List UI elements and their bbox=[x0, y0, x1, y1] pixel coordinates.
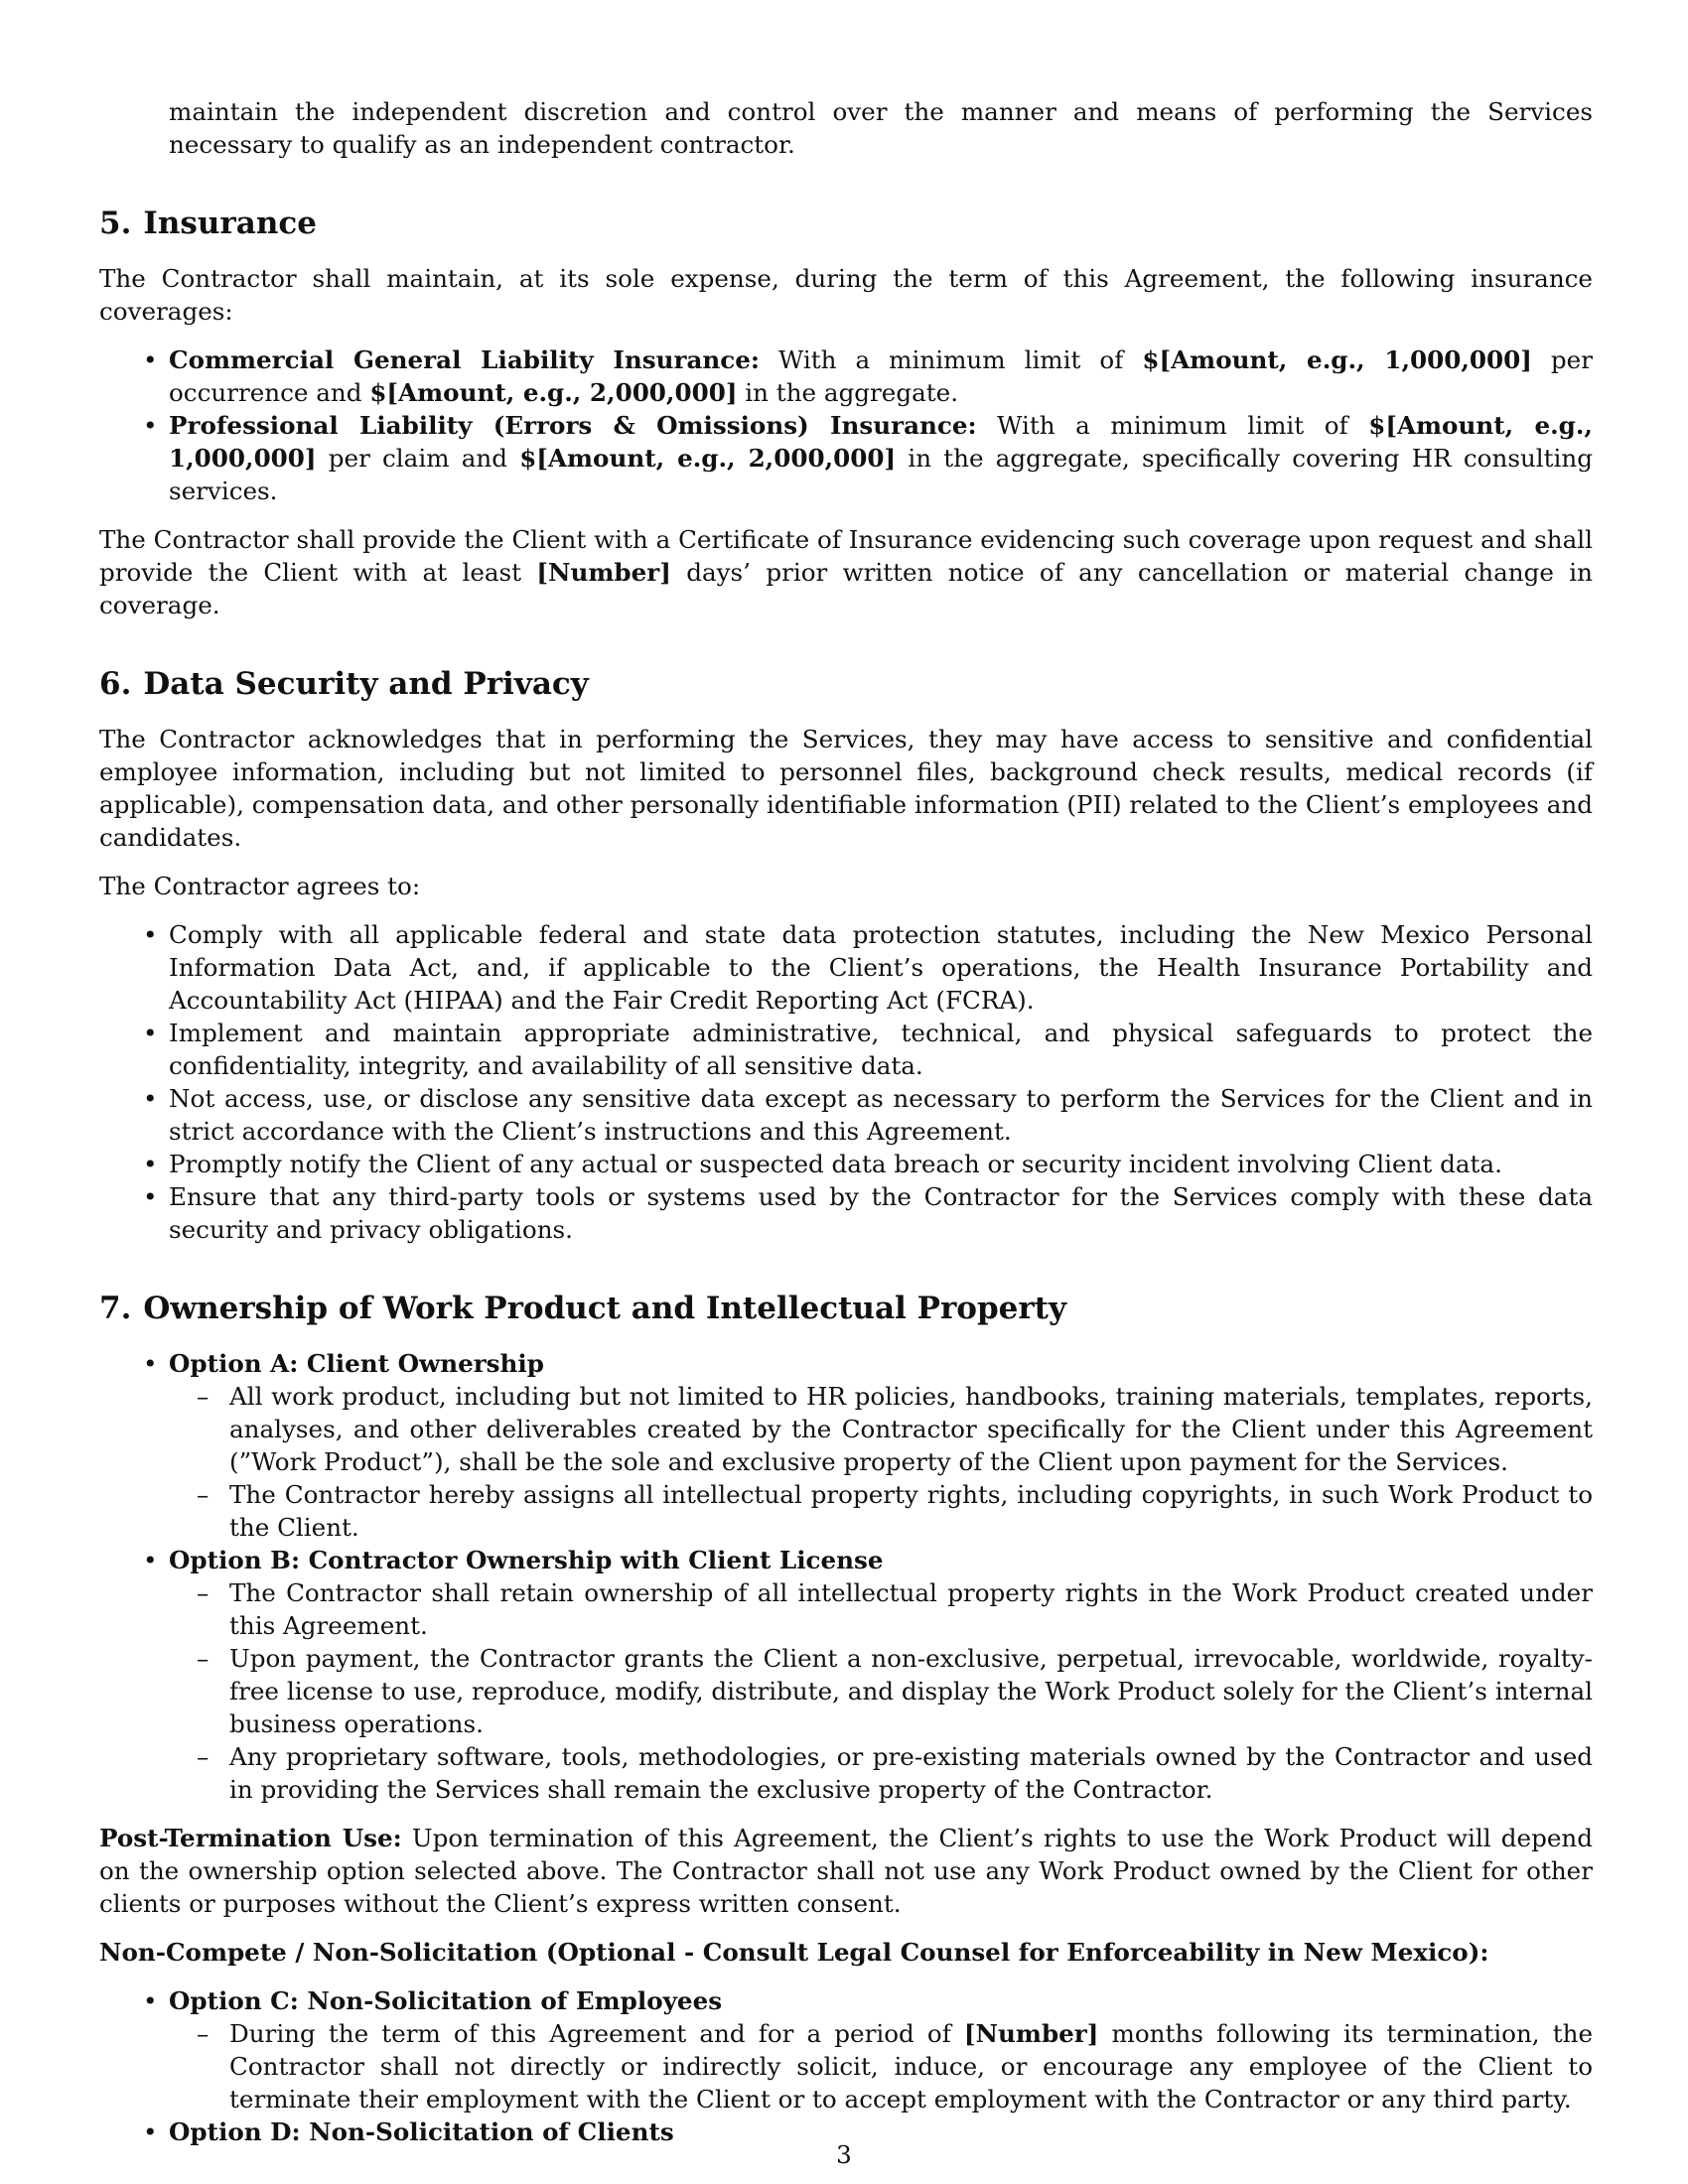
list-item: • Implement and maintain appropriate administrative, technical, and physical safeguards to protect the confidentiality, integrity, and availability of all sensitive data. bbox=[99, 1017, 1593, 1082]
sublist-item: – The Contractor hereby assigns all intellectual property rights, including copyrights, in such Work Product to the Client. bbox=[169, 1478, 1593, 1544]
data-security-list bbox=[99, 918, 1593, 1246]
option-label: Option B: Contractor Ownership with Client License bbox=[169, 1546, 884, 1574]
item-text: in the aggregate. bbox=[737, 378, 959, 407]
continuation-paragraph: maintain the independent discretion and control over the manner and means of performing the Services necessary to qualify as an independent contractor. bbox=[169, 97, 1593, 159]
insurance-closing-paragraph bbox=[99, 523, 1593, 621]
amount-placeholder: $[Amount, e.g., 2,000,000] bbox=[519, 444, 897, 473]
option-label: Option A: Client Ownership bbox=[169, 1349, 544, 1378]
item-text: per claim and bbox=[316, 444, 520, 473]
option-b-sublist bbox=[169, 1576, 1593, 1806]
item-text: in the aggregate, specifically covering HR consulting services. bbox=[169, 444, 1593, 505]
item-text: With a minimum limit of bbox=[976, 411, 1369, 440]
option-c-sublist bbox=[169, 2017, 1593, 2116]
list-item: • Promptly notify the Client of any actual or suspected data breach or security incident involving Client data. bbox=[99, 1148, 1593, 1180]
sublist-item: – Upon payment, the Contractor grants the Client a non-exclusive, perpetual, irrevocable, worldwide, royalty-free license to use, reproduce, modify, distribute, and display the Work Product solely for the Client’s internal business operations. bbox=[169, 1642, 1593, 1740]
insurance-list bbox=[99, 343, 1593, 507]
sublist-item bbox=[169, 2017, 1593, 2116]
amount-placeholder: $[Amount, e.g., 1,000,000] bbox=[1142, 345, 1532, 374]
option-a-item bbox=[99, 1347, 1593, 1544]
section-number: 7. bbox=[99, 1291, 132, 1326]
insurance-lead-paragraph: The Contractor shall maintain, at its sole expense, during the term of this Agreement, the following insurance coverages: bbox=[99, 264, 1593, 326]
section-heading-insurance bbox=[99, 205, 1593, 242]
item-label: Commercial General Liability Insurance: bbox=[169, 345, 760, 374]
sublist-item: – Any proprietary software, tools, methodologies, or pre-existing materials owned by the Contractor and used in providing the Services shall remain the exclusive property of the Contractor. bbox=[169, 1740, 1593, 1806]
option-c-item bbox=[99, 1984, 1593, 2116]
section-heading-data-security bbox=[99, 665, 1593, 703]
number-placeholder: [Number] bbox=[963, 2019, 1099, 2048]
section-title: Ownership of Work Product and Intellectual Property bbox=[143, 1291, 1067, 1326]
list-item: • Ensure that any third-party tools or systems used by the Contractor for the Services comply with these data security and privacy obligations. bbox=[99, 1180, 1593, 1246]
list-item: • Comply with all applicable federal and state data protection statutes, including the New Mexico Personal Information Data Act, and, if applicable to the Client’s operations, the Health Insurance Portability and Accountability Act (HIPAA) and the Fair Credit Reporting Act (FCRA). bbox=[99, 918, 1593, 1017]
option-b-item bbox=[99, 1544, 1593, 1806]
paragraph-text: days’ prior written notice of any cancellation or material change in coverage. bbox=[99, 558, 1593, 619]
document-page bbox=[99, 95, 1593, 2148]
section-heading-ownership bbox=[99, 1290, 1593, 1327]
section-number: 6. bbox=[99, 666, 132, 702]
item-text: per occurrence and bbox=[169, 345, 1593, 407]
list-item bbox=[99, 409, 1593, 507]
section-title: Insurance bbox=[143, 205, 317, 241]
amount-placeholder: $[Amount, e.g., 2,000,000] bbox=[369, 378, 738, 407]
non-compete-heading bbox=[99, 1936, 1593, 1969]
data-security-paragraph: The Contractor acknowledges that in performing the Services, they may have access to sensitive and confidential employee information, including but not limited to personnel files, background check results, medical records (if applicable), compensation data, and other personally identifiable information (PII) related to the Client’s employees and candidates. bbox=[99, 725, 1593, 852]
non-solicitation-options-list bbox=[99, 1984, 1593, 2148]
sublist-item: – All work product, including but not limited to HR policies, handbooks, training materials, templates, reports, analyses, and other deliverables created by the Contractor specifically for the Client under this Agreement (”Work Product”), shall be the sole and exclusive property of the Client upon payment for the Services. bbox=[169, 1380, 1593, 1478]
item-text: months following its termination, the Contractor shall not directly or indirectly solicit, induce, or encourage any employee of the Client to terminate their employment with the Client or to accept employment with the Contractor or any third party. bbox=[229, 2019, 1593, 2114]
option-label: Option C: Non-Solicitation of Employees bbox=[169, 1986, 723, 2015]
number-placeholder: [Number] bbox=[536, 558, 671, 587]
list-item: • Not access, use, or disclose any sensitive data except as necessary to perform the Services for the Client and in strict accordance with the Client’s instructions and this Agreement. bbox=[99, 1082, 1593, 1148]
post-termination-paragraph bbox=[99, 1822, 1593, 1920]
agrees-to-paragraph: The Contractor agrees to: bbox=[99, 872, 421, 900]
paragraph-text: Upon termination of this Agreement, the Client’s rights to use the Work Product will depend on the ownership option selected above. The Contractor shall not use any Work Product owned by the Client for other clients or purposes without the Client’s express written consent. bbox=[99, 1824, 1593, 1918]
page-number: 3 bbox=[836, 2140, 852, 2169]
paragraph-text: The Contractor shall provide the Client with a Certificate of Insurance evidencing such coverage upon request and shall provide the Client with at least bbox=[99, 525, 1593, 587]
heading-text: Non-Compete / Non-Solicitation (Optional - Consult Legal Counsel for Enforceability in New Mexico): bbox=[99, 1938, 1489, 1967]
paragraph-label: Post-Termination Use: bbox=[99, 1824, 402, 1852]
item-text: During the term of this Agreement and for a period of bbox=[229, 2019, 964, 2048]
amount-placeholder: $[Amount, e.g., 1,000,000] bbox=[169, 411, 1593, 473]
sublist-item: – The Contractor shall retain ownership of all intellectual property rights in the Work Product created under this Agreement. bbox=[169, 1576, 1593, 1642]
item-label: Professional Liability (Errors & Omissions) Insurance: bbox=[169, 411, 977, 440]
section-number: 5. bbox=[99, 205, 132, 241]
option-a-sublist bbox=[169, 1380, 1593, 1544]
section-title: Data Security and Privacy bbox=[143, 666, 589, 702]
list-item bbox=[99, 343, 1593, 409]
ownership-options-list bbox=[99, 1347, 1593, 1806]
option-label: Option D: Non-Solicitation of Clients bbox=[169, 2117, 674, 2146]
item-text: With a minimum limit of bbox=[760, 345, 1143, 374]
